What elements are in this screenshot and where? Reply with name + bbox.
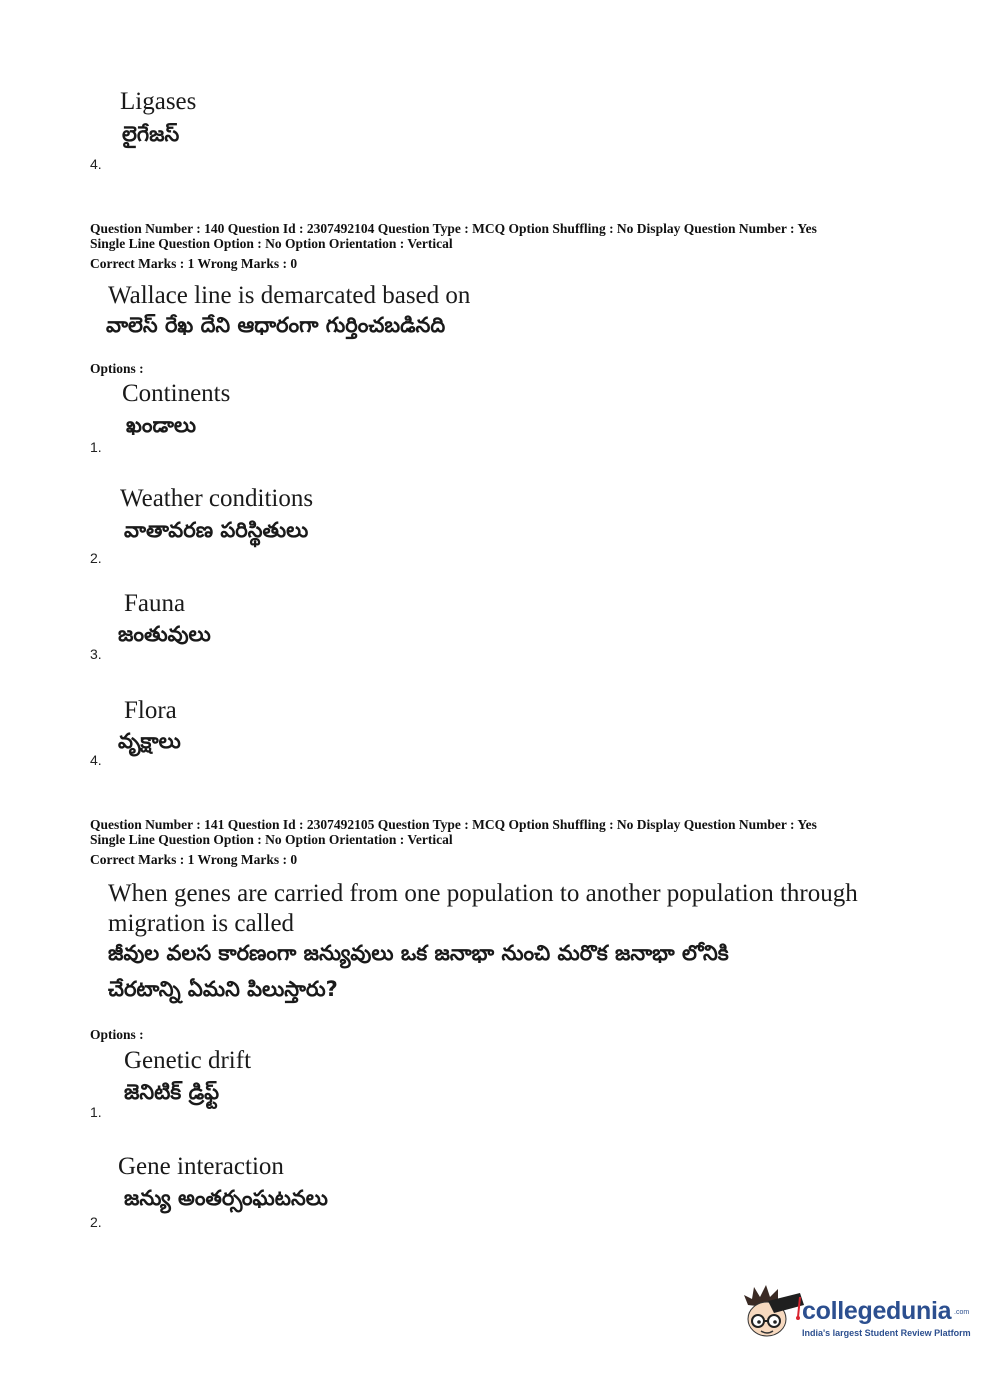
q141-meta-line1: Question Number : 141 Question Id : 2307492105 Question Type : MCQ Option Shuffling : No Display Question Number : Yes: [90, 817, 817, 832]
q140-option-4-en: Flora: [124, 697, 177, 724]
logo-suffix: .com: [954, 1309, 970, 1316]
q140-question-te: వాలెస్ రేఖ దేని ఆధారంగా గుర్తించబడినది: [106, 313, 446, 337]
logo-tagline: India's largest Student Review Platform: [802, 1328, 971, 1338]
q140-option-3-number: 3.: [90, 646, 102, 662]
q140-option-2-te: వాతావరణ పరిస్థితులు: [124, 518, 309, 542]
q141-option-1-number: 1.: [90, 1104, 102, 1120]
q141-meta-line2: Single Line Question Option : No Option Orientation : Vertical: [90, 832, 453, 847]
q140-option-1-en: Continents: [122, 380, 231, 407]
q140-meta-line2: Single Line Question Option : No Option Orientation : Vertical: [90, 236, 453, 251]
q141-question-te-line1: జీవుల వలస కారణంగా జన్యువులు ఒక జనాభా నుంచి మరొక జనాభా లోనికి: [108, 941, 729, 965]
q141-question-en-line2: migration is called: [108, 910, 295, 937]
q140-option-4-number: 4.: [90, 752, 102, 768]
q141-question-en-line1: When genes are carried from one population to another population through: [108, 880, 858, 907]
q140-option-1-te: ఖండాలు: [126, 413, 197, 437]
q140-option-4-te: వృక్షాలు: [118, 729, 181, 753]
q140-options-label: Options :: [90, 361, 144, 376]
prev-option-4-te: లైగేజస్: [122, 122, 180, 146]
q140-option-3-te: జంతువులు: [118, 622, 211, 646]
q141-option-2-te: జన్యు అంతర్సంఘటనలు: [124, 1186, 328, 1210]
q140-meta-line1: Question Number : 140 Question Id : 2307492104 Question Type : MCQ Option Shuffling : No Display Question Number : Yes: [90, 221, 817, 236]
q141-option-2-en: Gene interaction: [118, 1153, 284, 1180]
collegedunia-logo[interactable]: [740, 1283, 970, 1355]
q140-question-en: Wallace line is demarcated based on: [108, 282, 471, 309]
q141-options-label: Options :: [90, 1027, 144, 1042]
prev-option-4-en: Ligases: [120, 88, 197, 115]
prev-option-4-number: 4.: [90, 156, 102, 172]
q140-option-2-number: 2.: [90, 550, 102, 566]
logo-name: collegedunia: [802, 1297, 952, 1325]
q141-question-te-line2: చేరటాన్ని ఏమని పిలుస్తారు?: [108, 977, 338, 1001]
q141-option-1-te: జెనిటిక్ డ్రిఫ్ట్: [124, 1080, 220, 1104]
q141-option-2-number: 2.: [90, 1214, 102, 1230]
q140-option-3-en: Fauna: [124, 590, 186, 617]
mascot-icon: [740, 1283, 804, 1349]
q140-option-1-number: 1.: [90, 439, 102, 455]
q140-option-2-en: Weather conditions: [120, 485, 314, 512]
q140-marks: Correct Marks : 1 Wrong Marks : 0: [90, 256, 298, 271]
q141-option-1-en: Genetic drift: [124, 1047, 252, 1074]
q141-marks: Correct Marks : 1 Wrong Marks : 0: [90, 852, 298, 867]
